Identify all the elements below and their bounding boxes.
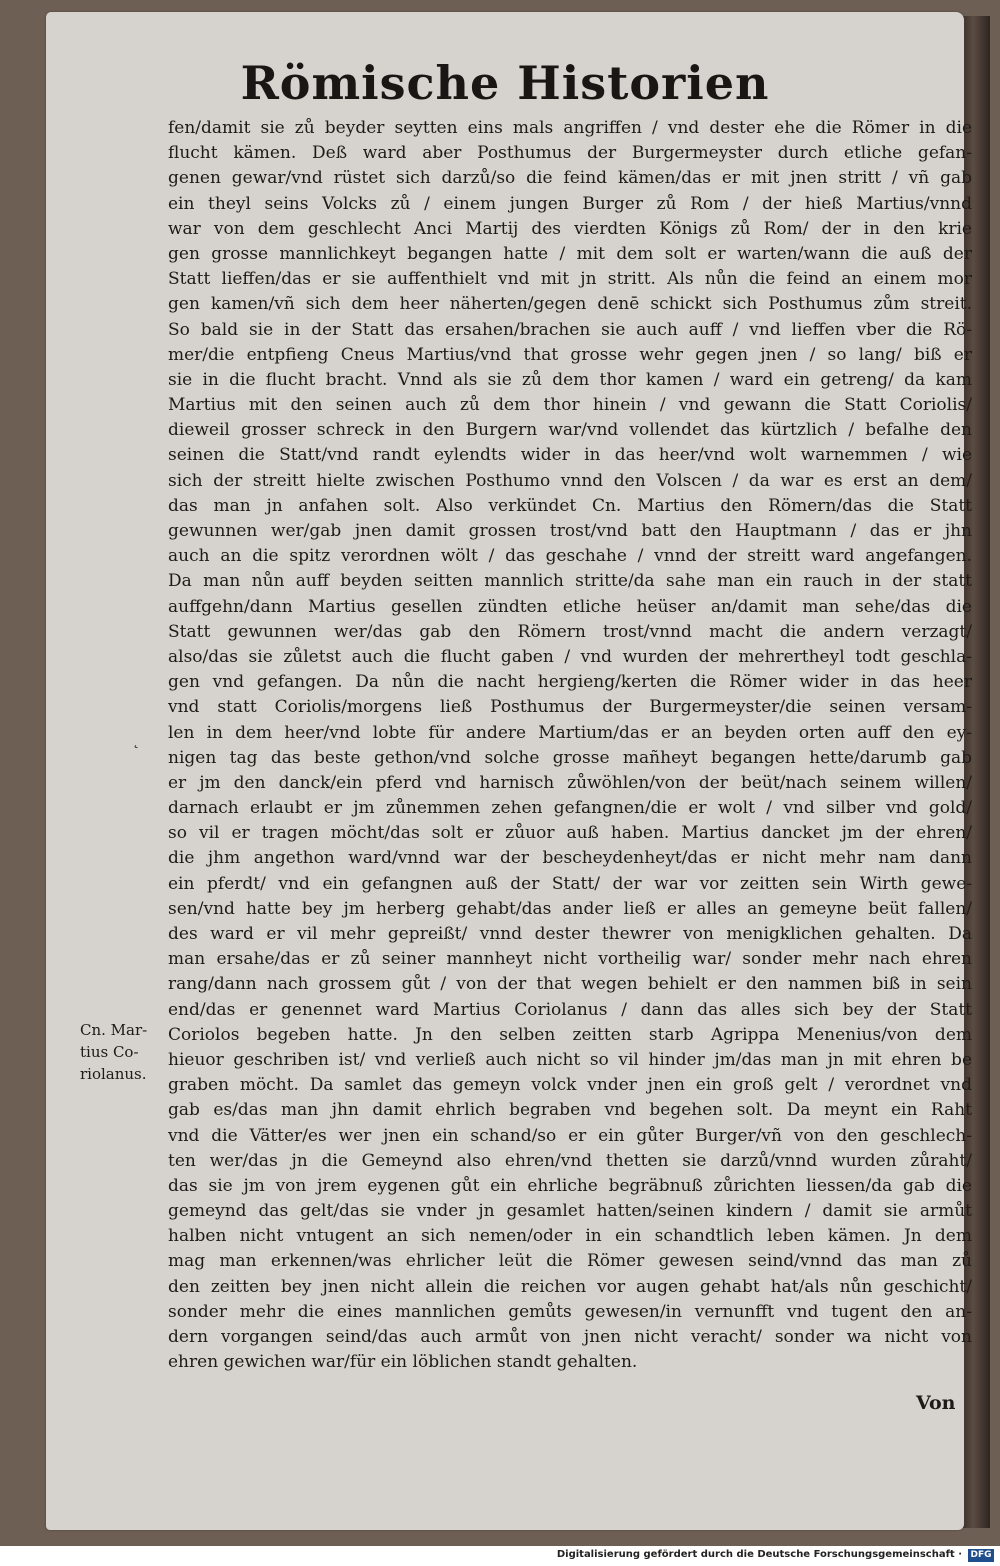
text-line: end/das er genennet ward Martius Coriolanus / dann das alles sich bey der Statt [168, 999, 972, 1020]
text-line: fen/damit sie zů beyder seytten eins mals angriffen / vnd dester ehe die Römer in die [168, 118, 972, 138]
text-line: das sie jm von jrem eygenen gůt ein ehrliche begräbnuß zůrichten liessen/da gab die [168, 1175, 972, 1196]
margin-note-line: riolanus. [80, 1065, 147, 1083]
body-text [168, 116, 972, 1375]
text-line: auffgehn/dann Martius gesellen zündten etliche heüser an/damit man sehe/das die [168, 596, 972, 617]
margin-note-line: Cn. Mar- [80, 1021, 148, 1039]
text-line: er jm den danck/ein pferd vnd harnisch zůwöhlen/von der beüt/nach seinem willen/ [168, 772, 972, 793]
book-page [46, 12, 972, 1530]
text-line: vnd die Vätter/es wer jnen ein schand/so er ein gůter Burger/vñ von den geschlech- [168, 1125, 972, 1146]
text-line: gen vnd gefangen. Da nůn die nacht hergieng/kerten die Römer wider in das heer [168, 672, 972, 693]
text-line: flucht kämen. Deß ward aber Posthumus der Burgermeyster durch etliche gefan- [168, 143, 972, 164]
text-line: man ersahe/das er zů seiner mannheyt nicht vortheilig war/ sonder mehr nach ehren [168, 949, 972, 970]
text-line: graben möcht. Da samlet das gemeyn volck vnder jnen ein groß gelt / verordnet vnd [168, 1075, 972, 1096]
text-line: ten wer/das jn die Gemeynd also ehren/vnd thetten sie darzů/vnnd wurden zůraht/ [168, 1150, 972, 1171]
text-line: gen grosse mannlichkeyt begangen hatte / mit dem solt er warten/wann die auß der [168, 243, 972, 264]
text-line: gewunnen wer/gab jnen damit grossen trost/vnd batt den Hauptmann / das er jhn [168, 521, 972, 541]
text-line: Statt lieffen/das er sie auffenthielt vnd mit jn stritt. Als nůn die feind an einem mor [168, 269, 972, 290]
text-line: Statt gewunnen wer/das gab den Römern trost/vnnd macht die andern verzagt/ [168, 621, 972, 642]
text-line: das man jn anfahen solt. Also verkündet Cn. Martius den Römern/das die Statt [168, 495, 972, 516]
catchword: Von [916, 1392, 956, 1414]
text-line: war von dem geschlecht Anci Martij des vierdten Königs zů Rom/ der in den krie [168, 218, 972, 239]
text-line: Martius mit den seinen auch zů dem thor hinein / vnd gewann die Statt Coriolis/ [168, 395, 972, 416]
text-line: So bald sie in der Statt das ersahen/brachen sie auch auff / vnd lieffen vber die Rö- [168, 319, 972, 340]
text-line: ein theyl seins Volcks zů / einem jungen Burger zů Rom / der hieß Martius/vnnd [168, 193, 972, 214]
text-line: nigen tag das beste gethon/vnd solche grosse mañheyt begangen hette/darumb gab [168, 747, 972, 768]
text-line: Da man nůn auff beyden seitten mannlich stritte/da sahe man ein rauch in der statt [168, 571, 972, 592]
margin-mark: ˛ [132, 730, 140, 749]
text-line: vnd statt Coriolis/morgens ließ Posthumus der Burgermeyster/die seinen versam- [168, 697, 972, 718]
text-line: darnach erlaubt er jm zůnemmen zehen gefangnen/die er wolt / vnd silber vnd gold/ [168, 798, 972, 819]
text-line: Coriolos begeben hatte. Jn den selben zeitten starb Agrippa Menenius/von dem [168, 1024, 972, 1045]
margin-note [80, 1019, 170, 1085]
digitization-footer [0, 1546, 1000, 1566]
text-line: gab es/das man jhn damit ehrlich begraben vnd begehen solt. Da meynt ein Raht [168, 1100, 972, 1121]
text-line: dieweil grosser schreck in den Burgern war/vnd vollendet das kürtzlich / befalhe den [168, 420, 972, 441]
text-line: ehren gewichen war/für ein löblichen standt gehalten. [168, 1352, 638, 1373]
text-line: halben nicht vntugent an sich nemen/oder in ein schandtlich leben kämen. Jn dem [168, 1226, 972, 1247]
running-header: Römische Historien [240, 56, 770, 110]
text-line: len in dem heer/vnd lobte für andere Martium/das er an beyden orten auff den ey- [168, 722, 972, 743]
text-line: rang/dann nach grossem gůt / von der that wegen behielt er den nammen biß in sein [168, 974, 972, 995]
funding-credit: Digitalisierung gefördert durch die Deutsche Forschungsgemeinschaft · [556, 1549, 962, 1560]
text-line: die jhm angethon ward/vnnd war der bescheydenheyt/das er nicht mehr nam dann [168, 848, 972, 869]
text-line: sie in die flucht bracht. Vnnd als sie zů dem thor kamen / ward ein getreng/ da kam [168, 369, 972, 390]
text-line: sen/vnd hatte bey jm herberg gehabt/das ander ließ er alles an gemeyne beüt fallen/ [168, 898, 972, 919]
text-line: genen gewar/vnd rüstet sich darzů/so die feind kämen/das er mit jnen stritt / vñ gab [168, 168, 972, 189]
text-line: also/das sie zůletst auch die flucht gaben / vnd wurden der mehrertheyl todt geschla- [168, 646, 972, 667]
text-line: so vil er tragen möcht/das solt er zůuor auß haben. Martius dancket jm der ehren/ [168, 823, 972, 844]
dfg-logo: DFG [968, 1549, 994, 1562]
text-line: des ward er vil mehr gepreißt/ vnnd dester thewrer von menigklichen gehalten. Da [168, 924, 972, 944]
text-line: gemeynd das gelt/das sie vnder jn gesamlet hatten/seinen kindern / damit sie armůt [168, 1201, 972, 1222]
text-line: mer/die entpfieng Cneus Martius/vnd that grosse wehr gegen jnen / so lang/ biß er [168, 344, 972, 365]
text-line: ein pferdt/ vnd ein gefangnen auß der Statt/ der war vor zeitten sein Wirth gewe- [168, 873, 972, 894]
text-line: auch an die spitz verordnen wölt / das geschahe / vnnd der streitt ward angefangen. [168, 546, 972, 567]
text-line: den zeitten bey jnen nicht allein die reichen vor augen gehabt hat/als nůn geschicht/ [168, 1276, 972, 1297]
text-line: sich der streitt hielte zwischen Posthumo vnnd den Volscen / da war es erst an dem/ [168, 470, 972, 491]
text-line: gen kamen/vñ sich dem heer näherten/gegen denē schickt sich Posthumus zům streit. [168, 294, 972, 315]
text-line: mag man erkennen/was ehrlicher leüt die Römer gewesen seind/vnnd das man zů [168, 1251, 972, 1272]
text-line: hieuor geschriben ist/ vnd verließ auch nicht so vil hinder jm/das man jn mit ehren be [168, 1049, 972, 1070]
text-line: dern vorgangen seind/das auch armůt von jnen nicht veracht/ sonder wa nicht von [168, 1327, 972, 1347]
margin-note-line: tius Co- [80, 1043, 139, 1061]
text-line: sonder mehr die eines mannlichen gemůts gewesen/in vernunfft vnd tugent den an- [168, 1301, 972, 1322]
text-line: seinen die Statt/vnd randt eylendts wider in das heer/vnd wolt warnemmen / wie [168, 445, 972, 466]
